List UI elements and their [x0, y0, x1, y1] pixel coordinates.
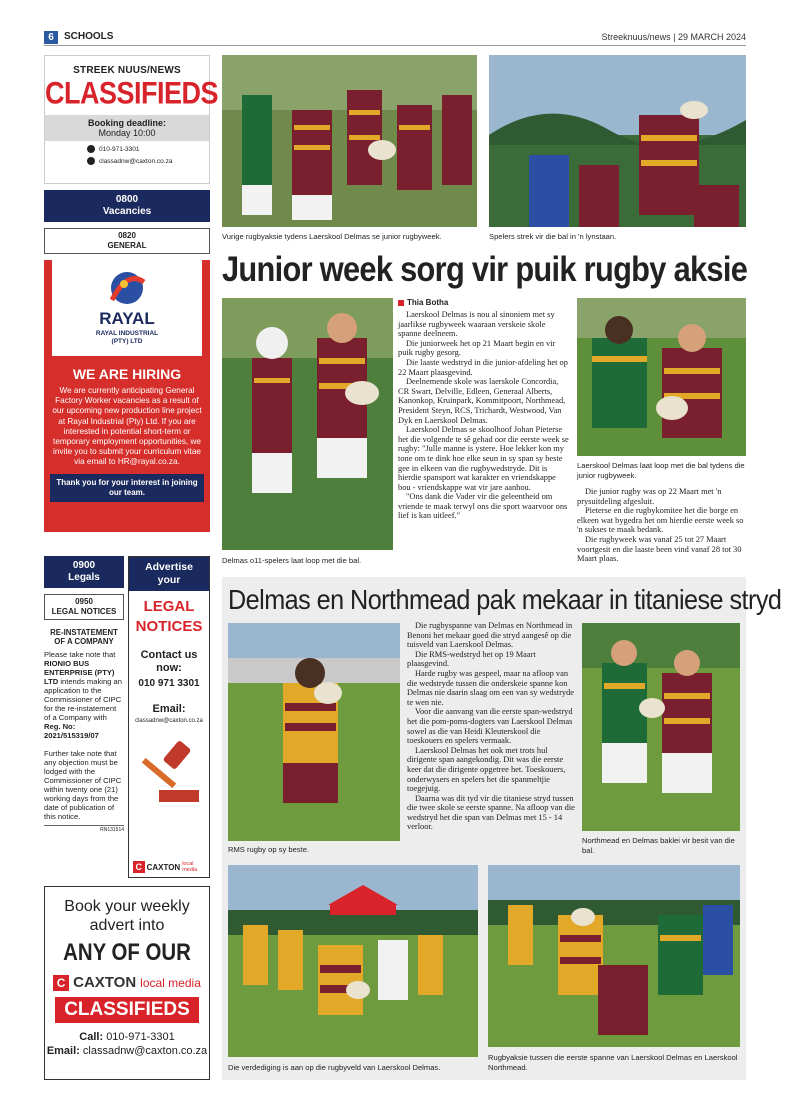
rugby-photo-icon: [222, 298, 393, 550]
article1-paragraph: Die juniorweek het op 21 Maart begin en vir puik rugby gesorg.: [398, 338, 556, 358]
rayal-company-name: RAYAL INDUSTRIAL (PTY) LTD: [95, 330, 159, 345]
rugby-photo-icon: [489, 55, 746, 227]
article1-body: [398, 310, 570, 572]
classifieds-masthead: [44, 55, 219, 184]
legal-heading-2: NOTICES: [135, 618, 203, 635]
photo-rugby-action-1: [222, 55, 477, 227]
book-call-value: 010-971-3301: [106, 1031, 175, 1043]
contact-label: Contact us now:: [140, 649, 198, 674]
legal-advert-phone: 010 971 3301: [138, 678, 200, 689]
classifieds-sidebar: [44, 55, 219, 532]
book-email-value: classadnw@caxton.co.za: [82, 1045, 208, 1057]
page-header: [44, 30, 746, 46]
general-code: 0820: [118, 231, 136, 240]
legals-label: Legals: [68, 572, 100, 583]
masthead-title: CLASSIFIEDS: [45, 75, 219, 111]
notice-objection: Further take note that any objection must be lodged with the Commissioner of CIPC within twenty one (21) working days from the date of publication of this notice.: [44, 749, 122, 821]
book-banner: CLASSIFIEDS: [55, 997, 199, 1023]
advertise-line1: Advertise: [145, 561, 193, 573]
byline-name: Thia Botha: [407, 298, 449, 307]
general-tab: [44, 228, 210, 254]
book-line1: Book your weekly: [64, 898, 190, 915]
page-number: 6: [44, 31, 58, 44]
rayal-brand: RAYAL: [99, 309, 155, 328]
caxton-brand: [133, 861, 209, 873]
rayal-logo: [52, 260, 202, 356]
notice-ref: RN131514: [44, 825, 124, 833]
photo-rms-rugby: [228, 623, 400, 841]
caxton-sub: local media: [182, 861, 198, 873]
email-icon: [87, 157, 95, 165]
legal-notices-tab: [44, 594, 124, 620]
rugby-photo-icon: [582, 623, 740, 831]
legal-notices-code: 0950: [75, 597, 93, 606]
deadline-value: Monday 10:00: [98, 128, 156, 138]
article1-side-body: [577, 487, 746, 571]
legals-code: 0900: [72, 560, 96, 571]
vacancies-tab: [44, 190, 210, 222]
email-row: [45, 157, 209, 165]
caption-first-teams: Rugbyaksie tussen die eerste spanne van Laerskool Delmas en Laerskool Northmead.: [488, 1053, 738, 1072]
article2-paragraph: Laerskool Delmas het ook met trots hul dirigente span aangekondig. Dit was die eerste keer dat die dirigente opgetree het. Toeskouers, onderwysers en spelers het die spanmeltjie toegejuig.: [407, 745, 566, 794]
book-call-label: Call:: [79, 1031, 104, 1043]
legal-heading-1: LEGAL: [143, 598, 195, 615]
legal-notices-column: [44, 556, 124, 833]
classifieds-email: classadnw@caxton.co.za: [99, 157, 173, 165]
booking-deadline: [45, 115, 209, 141]
publication-date: Streeknuus/news | 29 MARCH 2024: [601, 32, 746, 42]
book-line2: advert into: [89, 917, 165, 934]
photo-lineout: [489, 55, 746, 227]
notice-title: RE-INSTATEMENT OF A COMPANY: [50, 628, 118, 646]
hiring-body: We are currently anticipating General Factory Worker vacancies as a result of our upcoming new production line project at Rayal Industrial (Pty) Ltd. If you are interested in potential short-term or temporary employment opportunities, we invite you to submit your curriculum vitae via email to HR@rayal.co.za.: [52, 386, 202, 467]
caption-mid-right: Laerskool Delmas laat loop met die bal tydens die junior rugbyweek.: [577, 461, 745, 480]
book-line3: ANY OF OUR: [63, 939, 191, 966]
photo-northmead-delmas: [582, 623, 740, 831]
legal-advert-email: classadnw@caxton.co.za: [135, 718, 203, 724]
article1-paragraph: Laerskool Delmas se skoolhoof Johan Pieterse het die volgende te sê gehad oor die eerste week se rugby: "Julle manne is ystere. Hoe lekker kon my tone om te dink hoe elke seun in sy span sy beste gee in elkeen van die rugbywedstryde. Dit is hierdie spansport wat karakter en vriendskappe bou - vriendskappe wat vir jare aanhou.: [398, 425, 569, 492]
legal-notices-heading: [129, 597, 209, 637]
article1-paragraph: Deelnemende skole was laerskole Concordia, CR Swart, Delville, Edleen, Generaal Alberts, Kanonkop, Kruinpark, Kommitpoort, Northmead, President Steyn, RCS, Trichardt, Westwood, Van Dyk en Laerskool Delmas.: [398, 377, 566, 425]
advertise-banner: [129, 557, 209, 591]
book-advert: [44, 886, 210, 1080]
book-brand: [45, 974, 209, 991]
photo-first-teams: [488, 865, 740, 1047]
article1-paragraph: Die laaste wedstryd in die junior-afdeling het op 22 Maart plaasgevind.: [398, 357, 568, 377]
hiring-heading: WE ARE HIRING: [72, 366, 182, 382]
byline-marker: [398, 300, 404, 306]
article1-side-paragraph: Die junior rugby was op 22 Maart met 'n prysuitdeling afgesluit.: [577, 487, 722, 506]
caxton-label: CAXTON: [146, 862, 181, 872]
gavel-icon: [129, 732, 209, 812]
article2-paragraph: Harde rugby was gespeel, maar na afloop van die wedstryde tussen die onderskeie spanne kon Delmas nie daarin slaag om een van sy wedstryde te wen nie.: [407, 668, 574, 707]
book-brand-label: CAXTON: [73, 974, 137, 991]
classifieds-phone: 010-971-3301: [99, 145, 140, 153]
legal-email-label: Email:: [152, 703, 186, 715]
vacancies-label: Vacancies: [102, 206, 152, 217]
article2-paragraph: Voor die aanvang van die eerste span-wedstryd het die pom-poms-dogters van Laerskool Delmas sowel as die van Heidi Kleuterskool die toeskouers en spelers vermaak.: [407, 707, 573, 746]
legal-notices-label: LEGAL NOTICES: [51, 607, 117, 616]
phone-icon: [87, 145, 95, 153]
caption-rms: RMS rugby op sy beste.: [228, 845, 310, 854]
book-call: [45, 1031, 209, 1043]
article2-headline: Delmas en Northmead pak mekaar in titaniese stryd: [228, 584, 782, 615]
masthead-top: STREEK NUUS/NEWS: [73, 65, 181, 76]
photo-delmas-o11: [222, 298, 393, 550]
rugby-photo-icon: [228, 623, 400, 841]
rugby-photo-icon: [488, 865, 740, 1047]
notice-reg: Reg. No: 2021/515319/07: [44, 722, 99, 740]
caption-defence: Die verdediging is aan op die rugbyveld van Laerskool Delmas.: [228, 1063, 441, 1072]
notice-body: [44, 650, 124, 740]
rugby-photo-icon: [577, 298, 746, 456]
photo-junior-week: [577, 298, 746, 456]
article1-side-paragraph: Pieterse en die rugbykomitee het die borge en elkeen wat bygedra het om hierdie eerste week so 'n sukses te maak bedank.: [577, 506, 744, 535]
legal-advert: [128, 556, 210, 878]
notice-text-a: Please take note that: [44, 650, 116, 659]
rugby-photo-icon: [228, 865, 478, 1057]
general-label: GENERAL: [107, 241, 147, 250]
notice-text-b: intends making an application to the Commissioner of CIPC for the re-instatement of a Company with: [44, 677, 122, 722]
hiring-advert: [44, 260, 210, 532]
vacancies-code: 0800: [115, 194, 139, 205]
article2-body: [407, 621, 575, 857]
book-email: [45, 1045, 209, 1057]
legals-tab: [44, 556, 124, 588]
article1-paragraph: "Ons dank die Vader vir die geleentheid om vriende te maak terwyl ons die sport waarvoor ons lief is kan uitleef.": [398, 492, 568, 521]
book-caxton-icon: C: [53, 975, 69, 991]
legals-area: [44, 556, 210, 878]
rugby-photo-icon: [222, 55, 477, 227]
article2-paragraph: Daarna was dit tyd vir die titaniese stryd tussen die twee skole se eerste spanne. Na afloop van die wedstryd het die span van Delmas met 15 - 14 verloor.: [407, 793, 575, 832]
article1-paragraph: Laerskool Delmas is nou al sinoniem met sy jaarlikse rugbyweek waaraan verskeie skole spanne deelneem.: [398, 310, 555, 339]
notice-company: RIONIO BUS ENTERPRISE (PTY) LTD: [44, 659, 115, 686]
caption-top-left: Vurige rugbyaksie tydens Laerskool Delmas se junior rugbyweek.: [222, 232, 442, 241]
byline: [398, 298, 448, 307]
caxton-logo-icon: C: [133, 861, 145, 873]
article2-paragraph: Die rugbyspanne van Delmas en Northmead in Benoni het mekaar goed die stryd aangesê op die tuisveld van Laerskool Delmas.: [407, 621, 573, 650]
caption-top-right: Spelers strek vir die bal in 'n lynstaan.: [489, 232, 617, 241]
article2-paragraph: Die RMS-wedstryd het op 19 Maart plaasgevind.: [407, 649, 536, 669]
book-email-label: Email:: [46, 1045, 80, 1057]
deadline-label: Booking deadline:: [87, 118, 166, 128]
book-brand-sub: local media: [140, 975, 201, 990]
photo-defence: [228, 865, 478, 1057]
section-title: SCHOOLS: [64, 31, 114, 42]
article1-side-paragraph: Die rugbyweek was vanaf 25 tot 27 Maart voortgesit en die laaste been vind vanaf 28 tot 30 Maart plaas.: [577, 534, 742, 564]
phone-row: [45, 145, 209, 153]
caption-northmead: Northmead en Delmas baklei vir besit van die bal.: [582, 836, 735, 855]
article1-headline: Junior week sorg vir puik rugby aksie: [222, 250, 748, 289]
hiring-thanks: Thank you for your interest in joining our team.: [50, 474, 204, 502]
caption-mid-left: Delmas o11-spelers laat loop met die bal.: [222, 556, 362, 565]
advertise-line2: your: [157, 574, 181, 586]
